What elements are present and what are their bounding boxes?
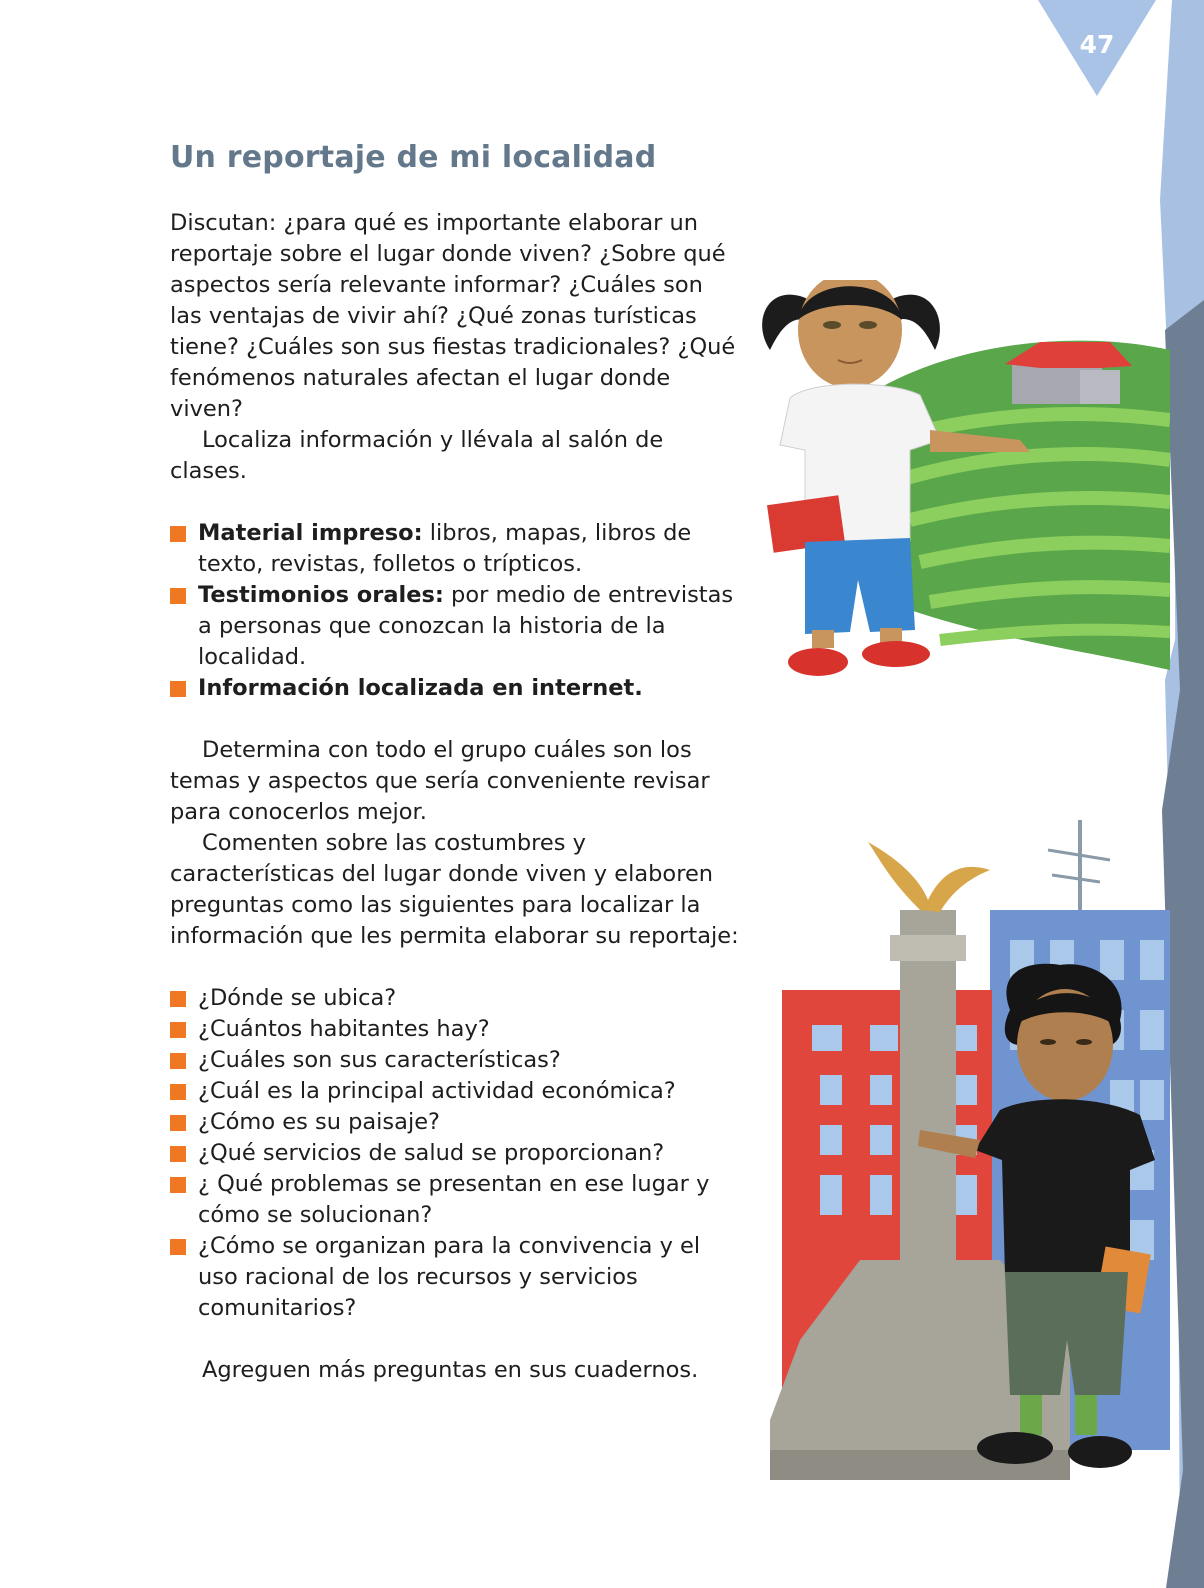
bullet-square-icon bbox=[170, 991, 186, 1007]
boy-city-illustration bbox=[770, 820, 1170, 1500]
bullet-square-icon bbox=[170, 1146, 186, 1162]
bullet-square-icon bbox=[170, 1115, 186, 1131]
list-item: ¿Dónde se ubica? bbox=[170, 983, 740, 1014]
bullet-square-icon bbox=[170, 588, 186, 604]
customs-paragraph: Comenten sobre las costumbres y características del lugar donde viven y elaboren preguntas como las siguientes para localizar la información que les permita elaborar su reportaje: bbox=[170, 830, 739, 949]
bullet-square-icon bbox=[170, 1053, 186, 1069]
girl-hills-illustration bbox=[750, 280, 1170, 700]
sources-list bbox=[170, 518, 740, 704]
bullet-square-icon bbox=[170, 1239, 186, 1255]
bullet-square-icon bbox=[170, 1177, 186, 1193]
list-item: ¿Cómo es su paisaje? bbox=[170, 1107, 740, 1138]
intro-instruction: Localiza información y llévala al salón de clases. bbox=[170, 427, 664, 484]
page-number: 47 bbox=[1079, 30, 1115, 59]
intro-paragraph: Discutan: ¿para qué es importante elaborar un reportaje sobre el lugar donde viven? ¿Sobre qué aspectos sería relevante informar? ¿Cuáles son las ventajas de vivir ahí? ¿Qué zonas turísticas tiene? ¿Cuáles son sus fiestas tradicionales? ¿Qué fenómenos naturales afectan el lugar donde viven? bbox=[170, 210, 736, 422]
bullet-square-icon bbox=[170, 526, 186, 542]
bullet-square-icon bbox=[170, 1022, 186, 1038]
main-content bbox=[170, 208, 740, 1386]
bullet-square-icon bbox=[170, 1084, 186, 1100]
questions-list bbox=[170, 983, 740, 1324]
list-item: ¿Cuántos habitantes hay? bbox=[170, 1014, 740, 1045]
list-item: Información localizada en internet. bbox=[170, 673, 740, 704]
list-item: Material impreso: libros, mapas, libros de texto, revistas, folletos o trípticos. bbox=[170, 518, 740, 580]
list-item: ¿Cuáles son sus características? bbox=[170, 1045, 740, 1076]
page-title: Un reportaje de mi localidad bbox=[170, 140, 657, 175]
closing-paragraph: Agreguen más preguntas en sus cuadernos. bbox=[202, 1357, 699, 1383]
topics-paragraph: Determina con todo el grupo cuáles son los temas y aspectos que sería conveniente revisar para conocerlos mejor. bbox=[170, 737, 710, 825]
list-item: Testimonios orales: por medio de entrevistas a personas que conozcan la historia de la localidad. bbox=[170, 580, 740, 673]
list-item: ¿ Qué problemas se presentan en ese lugar y cómo se solucionan? bbox=[170, 1169, 740, 1231]
list-item: ¿Cómo se organizan para la convivencia y el uso racional de los recursos y servicios comunitarios? bbox=[170, 1231, 740, 1324]
list-item: ¿Cuál es la principal actividad económica? bbox=[170, 1076, 740, 1107]
bullet-square-icon bbox=[170, 681, 186, 697]
list-item: ¿Qué servicios de salud se proporcionan? bbox=[170, 1138, 740, 1169]
